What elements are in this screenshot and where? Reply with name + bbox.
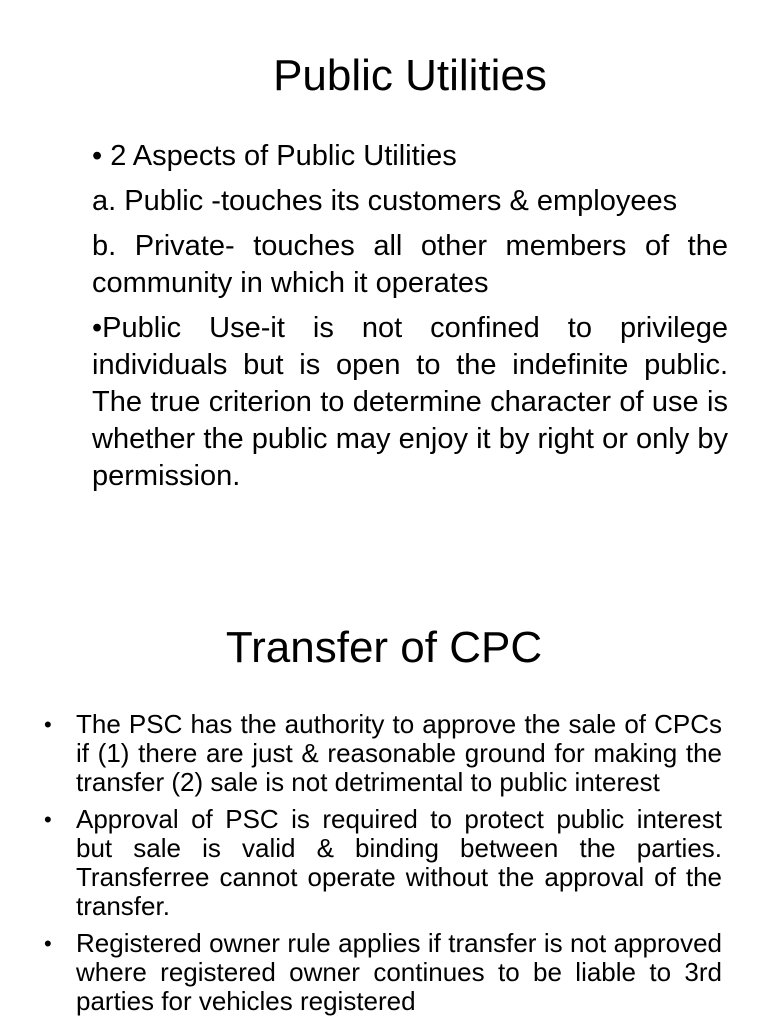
slide-title-public-utilities: Public Utilities — [273, 51, 547, 100]
public-use-paragraph: •Public Use-it is not confined to privilege individuals but is open to the indefinite public. The true criterion to determine character of use is whether the public may enjoy it by right or only by permission. — [92, 312, 728, 492]
slide-body-public-utilities — [92, 138, 728, 503]
bullet-marker: • — [44, 712, 52, 737]
bullet-text-psc-approval: Approval of PSC is required to protect public interest but sale is valid & binding between the parties. Transferree cannot operate without the approval of the transfer. — [76, 804, 722, 921]
bullet-text-psc-authority: The PSC has the authority to approve the sale of CPCs if (1) there are just & reasonable ground for making the transfer (2) sale is not detrimental to public interest — [76, 709, 722, 797]
slide-title-transfer-of-cpc: Transfer of CPC — [225, 623, 543, 672]
bullet-marker: • — [44, 807, 52, 832]
aspects-heading: • 2 Aspects of Public Utilities — [92, 140, 457, 172]
aspect-private-paragraph: b. Private- touches all other members of the community in which it operates — [92, 230, 728, 299]
aspect-public-paragraph: a. Public -touches its customers & employees — [92, 185, 678, 217]
list-item — [40, 710, 722, 797]
list-item — [40, 805, 722, 921]
bullet-text-registered-owner: Registered owner rule applies if transfer is not approved where registered owner continues to be liable to 3rd parties for vehicles registered — [76, 928, 722, 1016]
transfer-bullet-list — [40, 710, 722, 1024]
list-item — [40, 929, 722, 1016]
bullet-marker: • — [44, 931, 52, 956]
